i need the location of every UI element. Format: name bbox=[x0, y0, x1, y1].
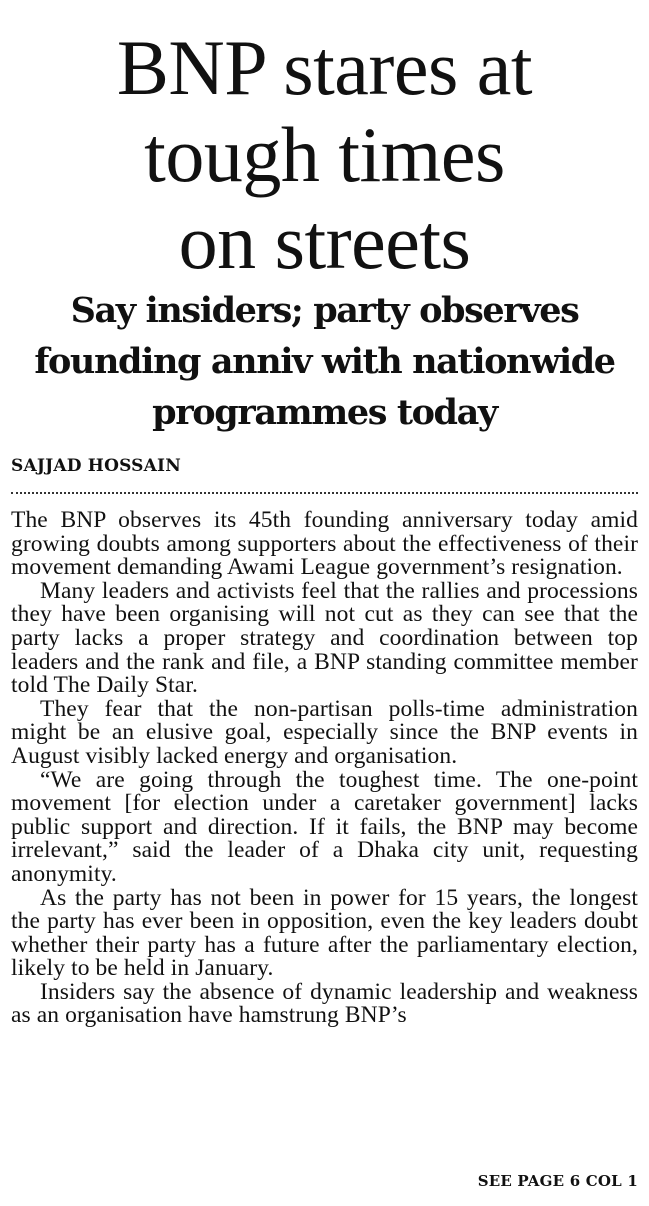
headline-line: tough times bbox=[144, 111, 505, 198]
article-body bbox=[11, 509, 638, 1028]
body-paragraph: The BNP observes its 45th founding anniversary today amid growing doubts among supporters about the effectiveness of their movement demanding Awami League government’s resignation. bbox=[11, 507, 638, 581]
subheadline-line: programmes today bbox=[152, 392, 497, 433]
subheadline-line: founding anniv with nationwide bbox=[34, 341, 615, 382]
headline bbox=[11, 24, 638, 285]
body-paragraph: Many leaders and activists feel that the rallies and processions they have been organising will not cut as they can see that the party lacks a proper strategy and coordination between top leaders and the rank and file, a BNP standing committee member told The Daily Star. bbox=[11, 577, 638, 699]
continuation-jump-line: SEE PAGE 6 COL 1 bbox=[477, 1172, 638, 1190]
dotted-divider bbox=[11, 492, 638, 494]
subheadline bbox=[11, 285, 638, 438]
headline-line: on streets bbox=[178, 198, 471, 285]
body-paragraph: They fear that the non-partisan polls-time administration might be an elusive goal, especially since the BNP events in August visibly lacked energy and organisation. bbox=[11, 695, 638, 769]
body-paragraph: “We are going through the toughest time. The one-point movement [for election under a caretaker government] lacks public support and direction. If it fails, the BNP may become irrelevant,” said the leader of a Dhaka city unit, requesting anonymity. bbox=[11, 766, 638, 887]
headline-line: BNP stares at bbox=[116, 24, 533, 111]
body-paragraph: Insiders say the absence of dynamic leadership and weakness as an organisation have hamstrung BNP’s bbox=[11, 978, 638, 1029]
subheadline-line: Say insiders; party observes bbox=[70, 290, 579, 331]
byline: SAJJAD HOSSAIN bbox=[11, 456, 181, 476]
body-paragraph: As the party has not been in power for 15 years, the longest the party has ever been in opposition, even the key leaders doubt whether their party has a future after the parliamentary election, likely to be held in January. bbox=[11, 884, 638, 982]
